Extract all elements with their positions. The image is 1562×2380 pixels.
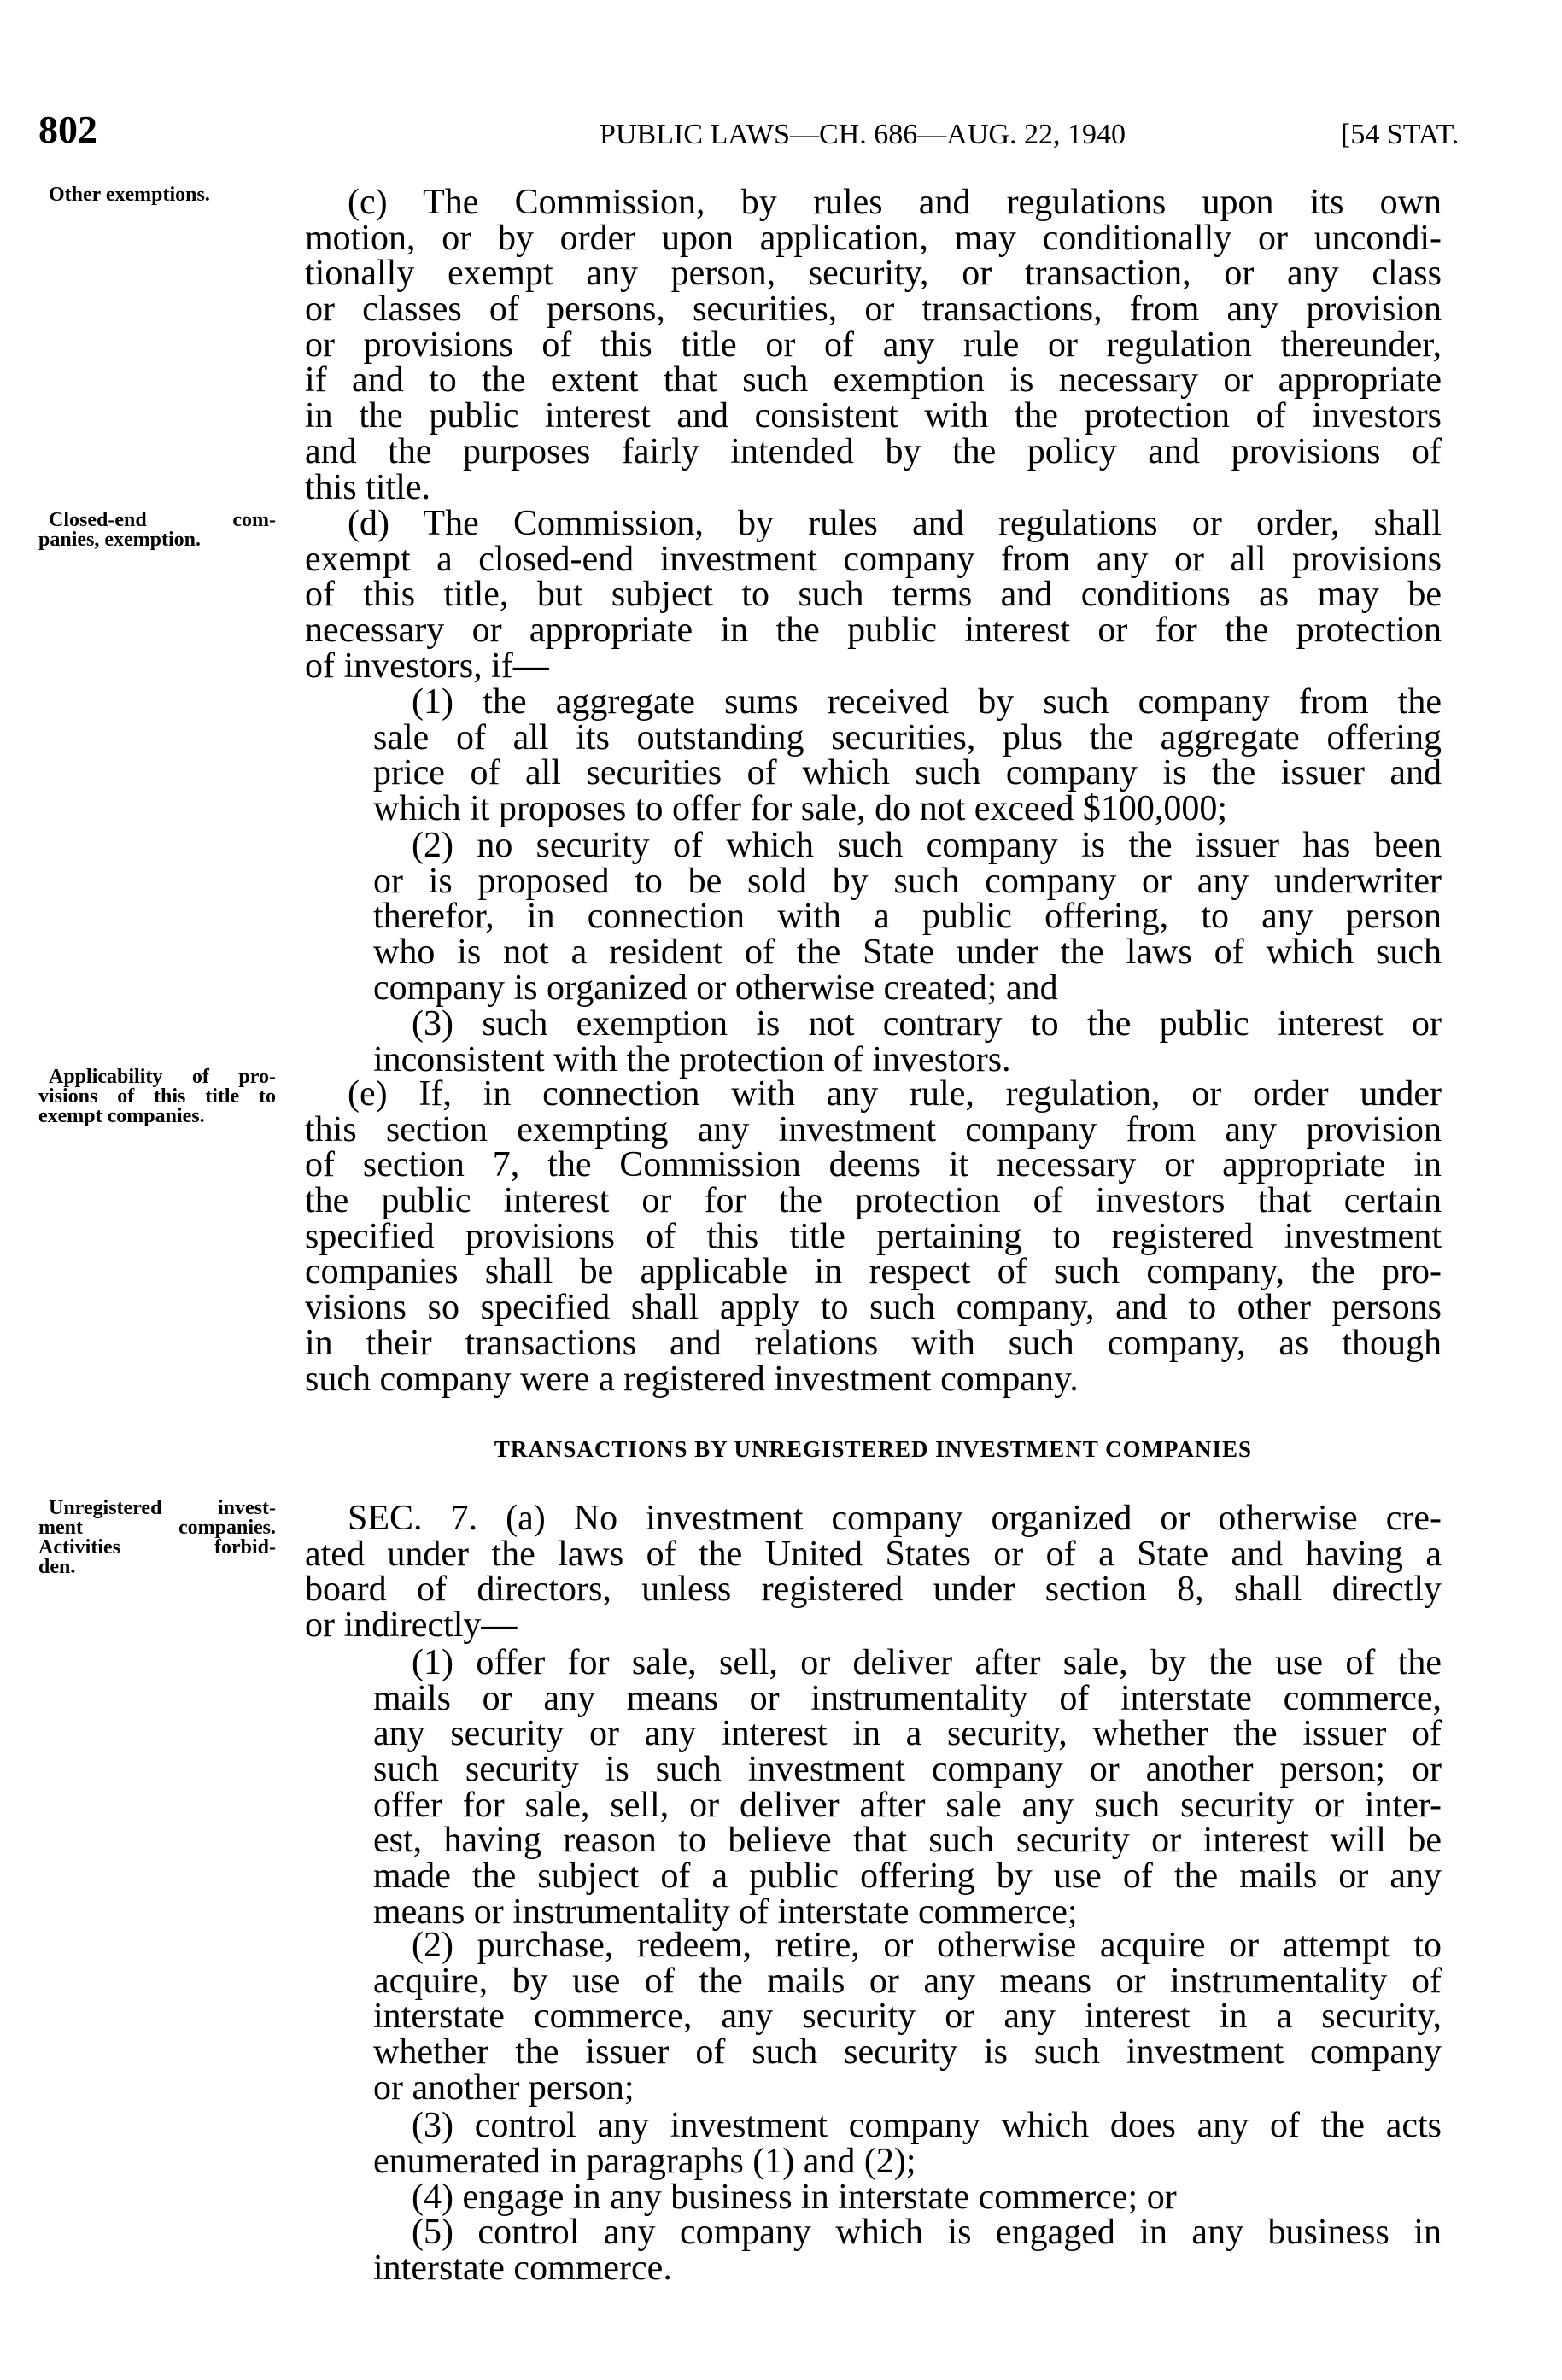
- text-line: Activities forbid-: [38, 1536, 276, 1558]
- text-line: means or instrumentality of interstate commerce;: [373, 1892, 1078, 1932]
- text-line: or another person;: [373, 2067, 635, 2108]
- text-line: acquire, by use of the mails or any means or instrumentality of: [373, 1961, 1442, 2001]
- text-line: (3) control any investment company which does any of the acts: [412, 2106, 1442, 2145]
- text-line: est, having reason to believe that such security or interest will be: [373, 1821, 1442, 1861]
- text-line: mails or any means or instrumentality of interstate commerce,: [373, 1678, 1442, 1718]
- text-line: if and to the extent that such exemption is necessary or appropriate: [305, 360, 1442, 401]
- text-line: necessary or appropriate in the public interest or for the protection: [305, 611, 1442, 651]
- paragraph-c: [305, 185, 1442, 506]
- text-line: the public interest or for the protection of investors that certain: [305, 1181, 1442, 1221]
- text-line: panies, exemption.: [38, 529, 202, 551]
- text-line: or classes of persons, securities, or transactions, from any provision: [305, 289, 1442, 330]
- section-7-item-1: [373, 1643, 1442, 1932]
- text-line: in the public interest and consistent with the protection of investors: [305, 396, 1442, 436]
- text-line: tionally exempt any person, security, or transaction, or any class: [305, 254, 1442, 294]
- text-line: or is proposed to be sold by such company or any underwriter: [373, 861, 1442, 901]
- section-heading: TRANSACTIONS BY UNREGISTERED INVESTMENT COMPANIES: [494, 1436, 1253, 1462]
- text-line: (c) The Commission, by rules and regulations upon its own: [348, 183, 1442, 222]
- paragraph-d-2: [373, 828, 1442, 1006]
- text-line: Applicability of pro-: [49, 1066, 276, 1088]
- text-line: visions of this title to: [38, 1085, 276, 1108]
- text-line: of this title, but subject to such terms and conditions as may be: [305, 575, 1442, 615]
- text-line: whether the issuer of such security is such investment company: [373, 2032, 1442, 2073]
- text-line: inconsistent with the protection of investors.: [373, 1039, 1011, 1079]
- volume-reference: [54 STAT.: [1341, 119, 1460, 150]
- text-line: specified provisions of this title pertaining to registered investment: [305, 1216, 1442, 1256]
- text-line: SEC. 7. (a) No investment company organized or otherwise cre-: [348, 1499, 1442, 1538]
- section-7-item-5: [373, 2215, 1442, 2286]
- margin-note-closed-end: [38, 511, 276, 550]
- text-line: motion, or by order upon application, may conditionally or uncondi-: [305, 218, 1442, 258]
- text-line: (d) The Commission, by rules and regulations or order, shall: [348, 504, 1442, 543]
- text-line: and the purposes fairly intended by the policy and provisions of: [305, 431, 1442, 471]
- section-7-item-2: [373, 1928, 1442, 2106]
- text-line: such security is such investment company or another person; or: [373, 1750, 1442, 1790]
- section-7-item-4: [373, 2180, 1442, 2216]
- text-line: companies shall be applicable in respect of such company, the pro-: [305, 1252, 1442, 1292]
- text-line: ated under the laws of the United States or of a State and having a: [305, 1534, 1442, 1574]
- text-line: company is organized or otherwise created; and: [373, 968, 1058, 1008]
- text-line: of section 7, the Commission deems it necessary or appropriate in: [305, 1145, 1442, 1185]
- text-line: any security or any interest in a security, whether the issuer of: [373, 1714, 1442, 1754]
- text-line: this section exempting any investment company from any provision: [305, 1109, 1442, 1149]
- text-line: or provisions of this title or of any rule or regulation thereunder,: [305, 325, 1442, 365]
- text-line: Unregistered invest-: [49, 1497, 276, 1519]
- margin-note-applicability: [38, 1067, 276, 1126]
- text-line: exempt a closed-end investment company from any or all provisions: [305, 539, 1442, 579]
- text-line: this title.: [305, 467, 430, 507]
- text-line: Other exemptions.: [49, 184, 210, 206]
- text-line: Closed-end com-: [49, 509, 276, 531]
- text-line: (2) no security of which such company is the issuer has been: [412, 826, 1442, 865]
- text-line: (5) control any company which is engaged in any business in: [412, 2213, 1442, 2252]
- text-line: board of directors, unless registered under section 8, shall directly: [305, 1570, 1442, 1610]
- text-line: (1) offer for sale, sell, or deliver after sale, by the use of the: [412, 1643, 1442, 1682]
- running-head: PUBLIC LAWS—CH. 686—AUG. 22, 1940: [600, 119, 1126, 150]
- text-line: price of all securities of which such company is the issuer and: [373, 753, 1442, 793]
- text-line: sale of all its outstanding securities, plus the aggregate offering: [373, 717, 1442, 757]
- text-line: (e) If, in connection with any rule, regulation, or order under: [348, 1074, 1442, 1114]
- text-line: in their transactions and relations with such company, as though: [305, 1323, 1442, 1363]
- page-number: 802: [38, 108, 97, 151]
- paragraph-e: [305, 1074, 1442, 1399]
- text-line: who is not a resident of the State under the laws of which such: [373, 933, 1442, 973]
- text-line: offer for sale, sell, or deliver after sale any such security or inter-: [373, 1785, 1442, 1825]
- text-line: (1) the aggregate sums received by such company from the: [412, 682, 1442, 722]
- text-line: (2) purchase, redeem, retire, or otherwise acquire or attempt to: [412, 1926, 1442, 1965]
- section-7-a: [305, 1501, 1442, 1644]
- text-line: therefor, in connection with a public offering, to any person: [373, 897, 1442, 937]
- text-line: visions so specified shall apply to such company, and to other persons: [305, 1288, 1442, 1328]
- margin-note-unregistered: [38, 1499, 276, 1577]
- paragraph-d-1: [373, 682, 1442, 829]
- text-line: of investors, if—: [305, 646, 549, 686]
- text-line: enumerated in paragraphs (1) and (2);: [373, 2141, 916, 2181]
- paragraph-d: [305, 506, 1442, 684]
- text-line: made the subject of a public offering by use of the mails or any: [373, 1857, 1442, 1897]
- text-line: (3) such exemption is not contrary to the public interest or: [412, 1004, 1442, 1044]
- paragraph-d-3: [373, 1004, 1442, 1079]
- text-line: ment companies.: [38, 1517, 276, 1539]
- text-line: exempt companies.: [38, 1105, 205, 1127]
- text-line: which it proposes to offer for sale, do not exceed $100,000;: [373, 789, 1227, 829]
- text-line: such company were a registered investment company.: [305, 1359, 1079, 1399]
- text-line: interstate commerce.: [373, 2248, 672, 2288]
- text-line: or indirectly—: [305, 1605, 518, 1646]
- section-7-item-3: [373, 2108, 1442, 2179]
- text-line: den.: [38, 1556, 76, 1578]
- text-line: interstate commerce, any security or any interest in a security,: [373, 1997, 1442, 2037]
- margin-note-other-exemptions: [38, 185, 276, 205]
- text-line: (4) engage in any business in interstate commerce; or: [412, 2178, 1177, 2217]
